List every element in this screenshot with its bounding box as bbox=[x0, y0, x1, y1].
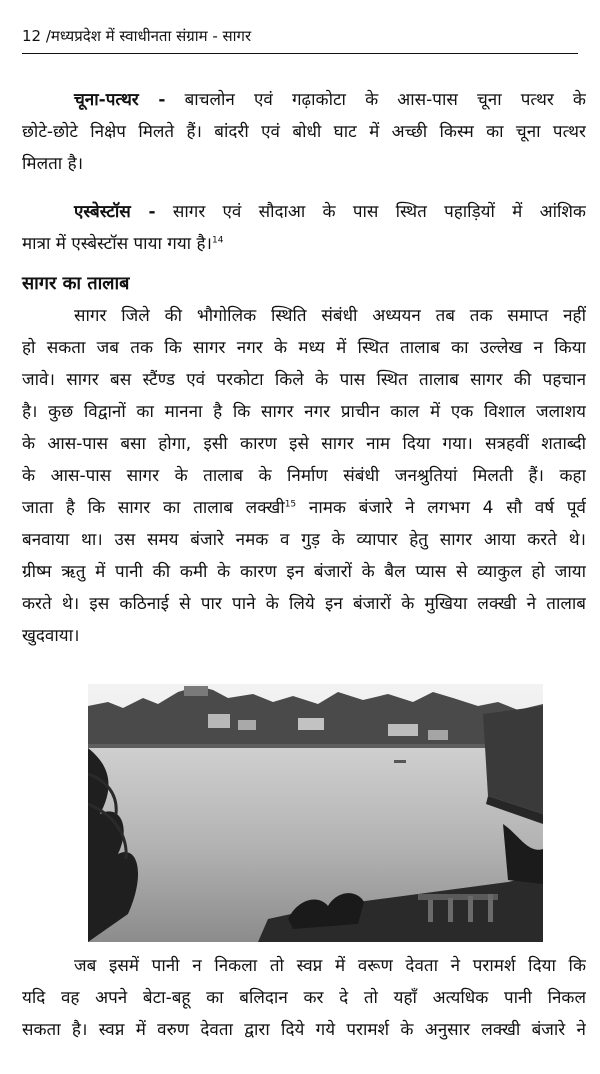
lake-photograph bbox=[88, 684, 543, 942]
lake-line-5: के आस-पास बसा होगा, इसी कारण इसे सागर नाम दिया गया। सत्रहवीं शताब्दी bbox=[22, 434, 586, 454]
lake-line-6: के आस-पास सागर के तालाब के निर्माण संबंधी जनश्रुतियां मिलती हैं। कहा bbox=[22, 466, 586, 486]
asbestos-term: एस्बेस्टॉस - bbox=[74, 202, 156, 222]
limestone-term: चूना-पत्थर - bbox=[74, 90, 166, 110]
lake-paragraph bbox=[22, 300, 586, 652]
limestone-line-1: बाचलोन एवं गढ़ाकोटा के आस-पास चूना पत्थर के bbox=[165, 90, 586, 110]
lake-line-4: है। कुछ विद्वानों का मानना है कि सागर नगर प्राचीन काल में एक विशाल जलाशय bbox=[22, 402, 586, 422]
closing-paragraph bbox=[22, 950, 586, 1046]
limestone-line-2: छोटे-छोटे निक्षेप मिलते हैं। बांदरी एवं बोधी घाट में अच्छी किस्म का चूना पत्थर bbox=[22, 122, 586, 142]
limestone-paragraph bbox=[22, 84, 586, 180]
lake-line-10: करते थे। इस कठिनाई से पार पाने के लिये इन बंजारों के मुखिया लक्खी ने तालाब bbox=[22, 594, 586, 614]
lake-line-7-after: नामक बंजारे ने लगभग 4 सौ वर्ष पूर्व bbox=[296, 498, 586, 518]
closing-line-3: सकता है। स्वप्न में वरुण देवता द्वारा दिये गये परामर्श के अनुसार लक्खी बंजारे ने bbox=[22, 1020, 586, 1040]
footnote-marker: 15 bbox=[284, 499, 297, 510]
asbestos-line-1: सागर एवं सौदाआ के पास स्थित पहाड़ियों में आंशिक bbox=[155, 202, 586, 222]
lake-line-9: ग्रीष्म ऋतु में पानी की कमी के कारण इन बंजारों के बैल प्यास से व्याकुल हो जाया bbox=[22, 562, 586, 582]
paragraph-line bbox=[22, 84, 586, 116]
closing-line-2: यदि वह अपने बेटा-बहू का बलिदान कर दे तो यहाँ अत्यधिक पानी निकल bbox=[22, 988, 586, 1008]
lake-line-8: बनवाया था। उस समय बंजारे नमक व गुड़ के व्यापार हेतु सागर आया करते थे। bbox=[22, 530, 586, 550]
header-rule bbox=[22, 53, 578, 54]
section-heading: सागर का तालाब bbox=[22, 273, 130, 294]
paragraph-line bbox=[22, 196, 586, 228]
asbestos-line-2: मात्रा में एस्बेस्टॉस पाया गया है। bbox=[22, 234, 212, 254]
paragraph-line bbox=[22, 228, 586, 260]
lake-line-3: जावे। सागर बस स्टैंण्ड एवं परकोटा किले के पास स्थित तालाब सागर की पहचान bbox=[22, 370, 586, 390]
lake-line-11: खुदवाया। bbox=[22, 626, 80, 646]
lake-line-7 bbox=[22, 492, 586, 524]
running-head: 12 /मध्यप्रदेश में स्वाधीनता संग्राम - सागर bbox=[22, 27, 252, 45]
footnote-marker: 14 bbox=[211, 235, 224, 246]
limestone-line-3: मिलता है। bbox=[22, 154, 84, 174]
asbestos-paragraph bbox=[22, 196, 586, 260]
closing-line-1: जब इसमें पानी न निकला तो स्वप्न में वरूण देवता ने परामर्श दिया कि bbox=[74, 956, 586, 976]
lake-line-7-before: जाता है कि सागर का तालाब लक्खी bbox=[22, 498, 285, 518]
lake-line-1: सागर जिले की भौगोलिक स्थिति संबंधी अध्ययन तब तक समाप्त नहीं bbox=[74, 306, 586, 326]
lake-line-2: हो सकता जब तक कि सागर नगर के मध्य में स्थित तालाब का उल्लेख न किया bbox=[22, 338, 586, 358]
